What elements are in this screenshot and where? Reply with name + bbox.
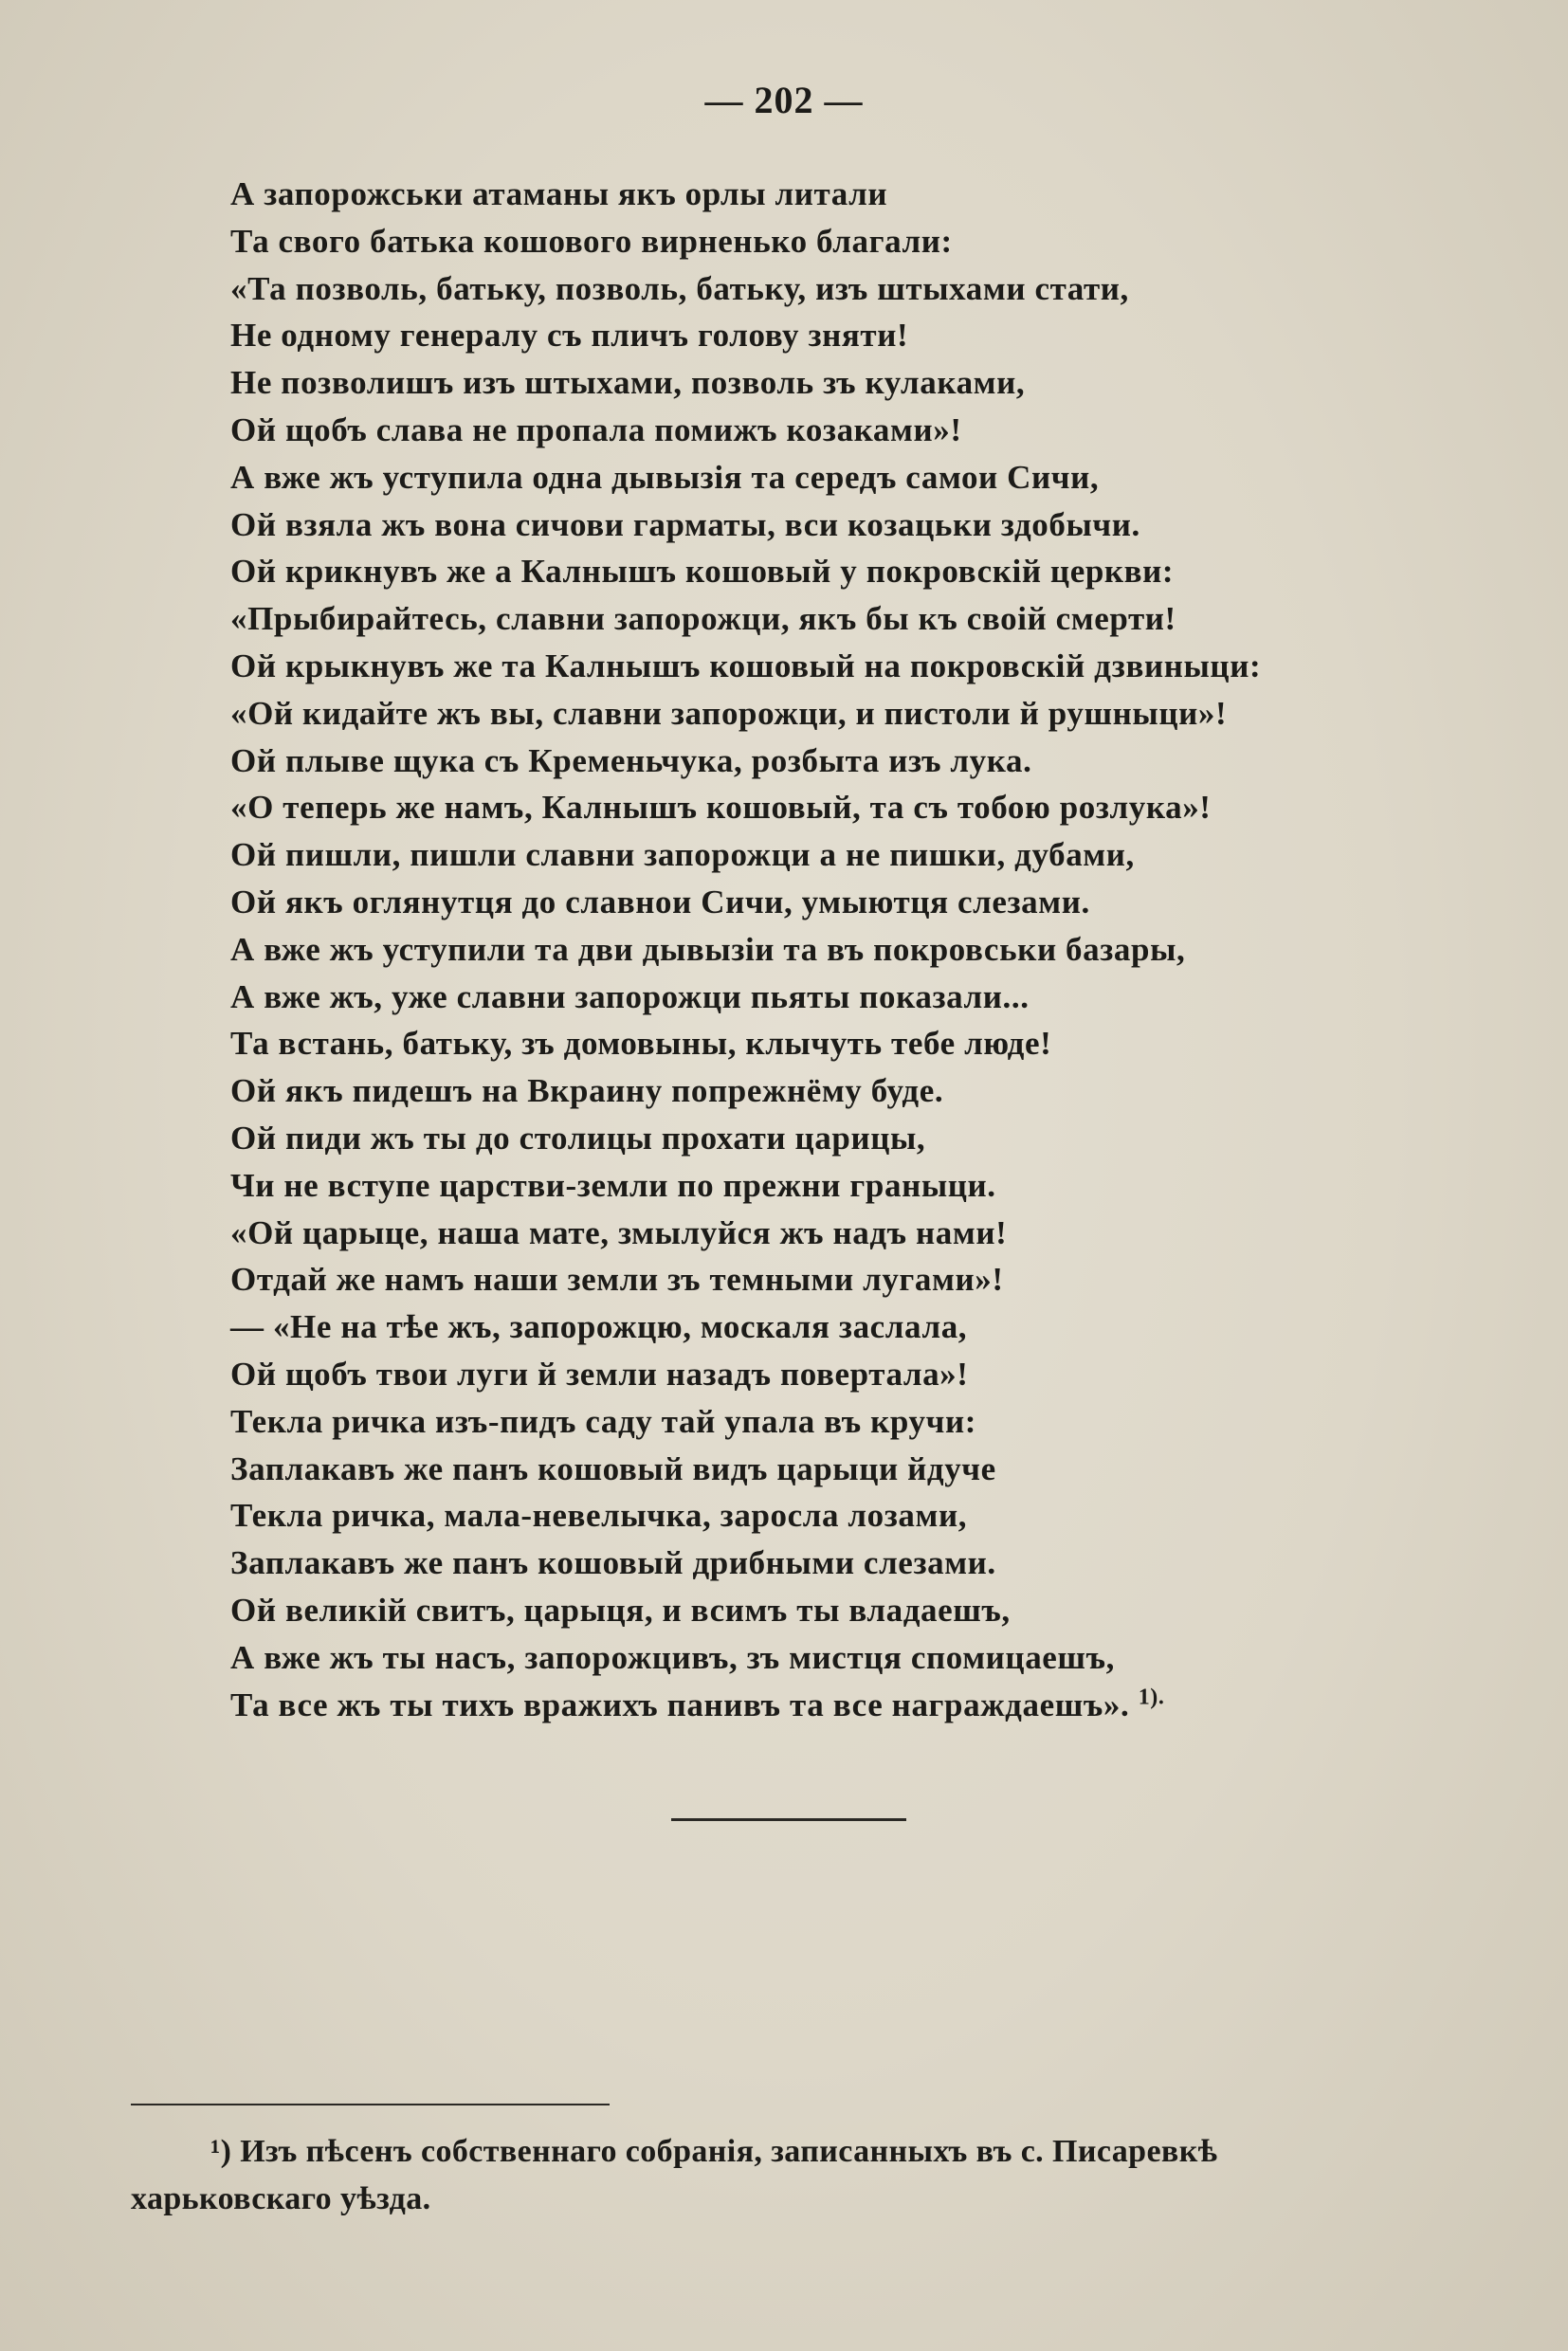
poem-line: Ой якъ оглянутця до славнои Сичи, умыютця слезами. bbox=[230, 883, 1090, 920]
poem-line: Ой взяла жъ вона сичови гарматы, вси козацьки здобычи. bbox=[230, 505, 1140, 543]
poem-line: Ой великій свитъ, царыця, и всимъ ты владаешъ, bbox=[230, 1591, 1011, 1629]
poem-line: «Ой кидайте жъ вы, славни запорожци, и пистоли й рушныци»! bbox=[230, 694, 1228, 732]
footnote bbox=[131, 2128, 1458, 2223]
poem-line: Отдай же намъ наши земли зъ темными лугами»! bbox=[230, 1261, 1004, 1299]
poem-line: Заплакавъ же панъ кошовый видъ царыци йдуче bbox=[230, 1449, 996, 1487]
poem-line: Ой пишли, пишли славни запорожци а не пишки, дубами, bbox=[230, 836, 1135, 874]
poem-line: А вже жъ, уже славни запорожци пьяты показали... bbox=[230, 977, 1030, 1015]
poem-line: — «Не на тѣе жъ, запорожцю, москаля заслала, bbox=[230, 1308, 968, 1346]
poem-line: Заплакавъ же панъ кошовый дрибными слезами. bbox=[230, 1544, 996, 1582]
poem-line: «Та позволь, батьку, позволь, батьку, изъ штыхами стати, bbox=[230, 269, 1129, 307]
poem-line: Ой плыве щука съ Кременьчука, розбыта изъ лука. bbox=[230, 741, 1032, 779]
poem-line: Ой крикнувъ же а Калнышъ кошовый у покровскій церкви: bbox=[230, 553, 1175, 591]
poem-line: Ой крыкнувъ же та Калнышъ кошовый на покровскій дзвиныци: bbox=[230, 647, 1262, 684]
poem-line: А запорожськи атаманы якъ орлы литали bbox=[230, 175, 888, 212]
poem-line: Не позволишъ изъ штыхами, позволь зъ кулаками, bbox=[230, 364, 1026, 402]
poem-line: А вже жъ уступили та дви дывызіи та въ покровськи базары, bbox=[230, 930, 1186, 968]
poem-line: Чи не вступе царстви-земли по прежни граныци. bbox=[230, 1166, 996, 1204]
poem-line: «О теперь же намъ, Калнышъ кошовый, та съ тобою розлука»! bbox=[230, 789, 1212, 827]
poem-line-text: Та все жъ ты тихъ вражихъ панивъ та все награждаешъ». bbox=[230, 1686, 1130, 1723]
poem-line: Ой щобъ слава не пропала помижъ козаками»! bbox=[230, 410, 962, 448]
poem-line: Ой щобъ твои луги й земли назадъ повертала»! bbox=[230, 1355, 969, 1393]
page-number: — 202 — bbox=[704, 79, 864, 121]
footnote-line: харьковскаго уѣзда. bbox=[131, 2181, 431, 2216]
poem-line: «Прыбирайтесь, славни запорожци, якъ бы къ своій смерти! bbox=[230, 600, 1176, 638]
poem-line: Ой пиди жъ ты до столицы прохати царицы, bbox=[230, 1119, 926, 1157]
poem-line: А вже жъ ты насъ, запорожцивъ, зъ мистця спомицаешъ, bbox=[230, 1638, 1115, 1676]
poem-line: Не одному генералу съ пличъ голову зняти! bbox=[230, 317, 909, 355]
poem-line: Та встань, батьку, зъ домовыны, клычуть тебе люде! bbox=[230, 1025, 1052, 1063]
footnote-separator-rule bbox=[131, 2104, 610, 2105]
poem-line: А вже жъ уступила одна дывызія та середъ самои Сичи, bbox=[230, 458, 1100, 496]
poem-line: Текла ричка изъ-пидъ саду тай упала въ кручи: bbox=[230, 1402, 976, 1440]
footnote-reference[interactable]: 1). bbox=[1138, 1684, 1165, 1709]
poem-line: Ой якъ пидешъ на Вкраину попрежнёму буде. bbox=[230, 1072, 944, 1110]
poem-line: Та свого батька кошового вирненько благали: bbox=[230, 222, 953, 260]
poem-line-last bbox=[230, 1682, 1463, 1729]
poem bbox=[230, 171, 1463, 1728]
poem-line: «Ой царыце, наша мате, змылуйся жъ надъ нами! bbox=[230, 1213, 1008, 1251]
footnote-line: ¹) Изъ пѣсенъ собственнаго собранія, записанныхъ въ с. Писаревкѣ bbox=[210, 2134, 1218, 2169]
section-end-rule bbox=[671, 1818, 906, 1821]
poem-line: Текла ричка, мала-невелычка, заросла лозами, bbox=[230, 1497, 968, 1535]
